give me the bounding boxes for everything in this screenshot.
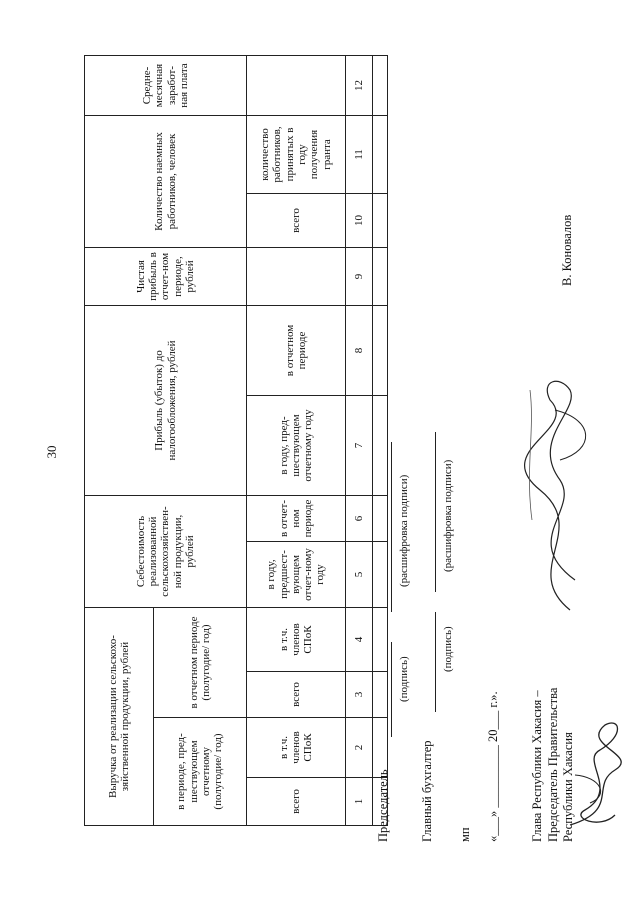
subheader-prev-period: в периоде, пред-шествующем отчетному (полугодие/ год) — [154, 718, 247, 826]
col-num: 2 — [346, 718, 373, 778]
leaf-workers-total: всего — [247, 193, 346, 247]
header-revenue: Выручка от реализации сельскохо-зяйственной продукции, рублей — [85, 607, 154, 825]
chairman-signature-row — [376, 412, 410, 842]
governor-title-line-1: Глава Республики Хакасия – — [530, 690, 544, 842]
col-num: 4 — [346, 607, 373, 671]
header-cost: Себестоимость реализованной сельскохозяйствен-ной продукции, рублей — [85, 495, 247, 607]
subheader-cur-period: в отчетном периоде (полугодие/ год) — [154, 607, 247, 717]
leaf-salary-empty — [247, 55, 346, 115]
header-net-profit: Чистая прибыль в отчет-ном периоде, рублей — [85, 247, 247, 305]
col-num: 6 — [346, 495, 373, 541]
chairman-signature-caption: (подпись) — [398, 656, 410, 702]
leaf-members-2: в т.ч. членов СПоК — [247, 607, 346, 671]
accountant-decode-caption: (расшифровка подписи) — [442, 459, 454, 572]
col-num: 7 — [346, 395, 373, 495]
rotated-table-frame — [84, 56, 365, 826]
leaf-total-2: всего — [247, 672, 346, 718]
col-num: 12 — [346, 55, 373, 115]
column-numbers-row — [346, 55, 373, 825]
header-salary: Средне-месячная заработ-ная плата — [85, 55, 247, 115]
accountant-signature-row — [420, 412, 454, 842]
header-profit: Прибыль (убыток) до налогообложения, рублей — [85, 305, 247, 495]
leaf-workers-hired: количество работников, принятых в году получения гранта — [247, 115, 346, 193]
leaf-total-1: всего — [247, 778, 346, 826]
signature-scribble — [500, 370, 610, 620]
governor-name: В. Коновалов — [560, 214, 574, 286]
header-workers: Количество наемных работников, человек — [85, 115, 247, 247]
col-num: 3 — [346, 672, 373, 718]
col-num: 8 — [346, 305, 373, 395]
leaf-cost-prev: в году, предшест-вующем отчет-ному году — [247, 541, 346, 607]
leaf-profit-prev: в году, пред-шествующем отчетному году — [247, 395, 346, 495]
governor-title-line-3: Республики Хакасия — [561, 732, 576, 842]
accountant-signature-caption: (подпись) — [442, 626, 454, 672]
chairman-signature-line — [391, 642, 392, 737]
chairman-label: Председатель — [376, 769, 390, 842]
report-table — [84, 55, 388, 826]
col-num: 5 — [346, 541, 373, 607]
chairman-decode-caption: (расшифровка подписи) — [398, 474, 410, 587]
governor-signature — [560, 715, 630, 835]
col-num: 11 — [346, 115, 373, 193]
accountant-label: Главный бухгалтер — [420, 740, 434, 842]
leaf-profit-cur: в отчетном периоде — [247, 305, 346, 395]
leaf-cost-cur: в отчет-ном периоде — [247, 495, 346, 541]
leaf-members-1: в т.ч. членов СПоК — [247, 718, 346, 778]
col-num: 10 — [346, 193, 373, 247]
date-line: «___» __________ 20___ г.». — [486, 691, 500, 842]
chairman-decode-line — [391, 442, 392, 612]
accountant-decode-line — [435, 432, 436, 592]
rotated-table — [84, 56, 365, 826]
col-num: 1 — [346, 778, 373, 826]
col-num: 9 — [346, 247, 373, 305]
page-number: 30 — [44, 445, 59, 459]
stamp-place-label: мп — [458, 827, 472, 842]
governor-title-line-2: Председатель Правительства — [545, 687, 560, 842]
leaf-net-empty — [247, 247, 346, 305]
accountant-signature-line — [435, 612, 436, 712]
